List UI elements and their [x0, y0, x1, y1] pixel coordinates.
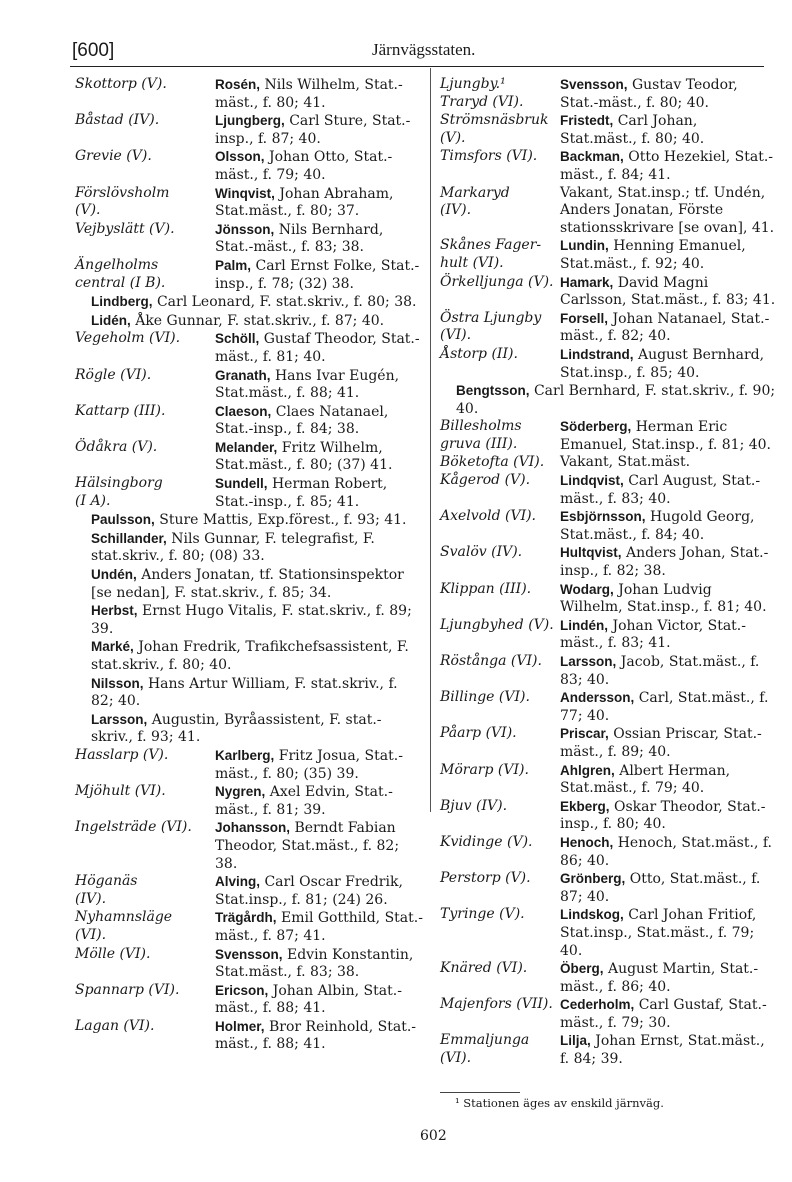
station-entry — [75, 185, 423, 221]
staff-details: Carl Bernhard, F. stat.skriv., f. 90; 40. — [456, 383, 776, 417]
staff-details: Carl Johan, Stat.mäst., f. 80; 40. — [560, 113, 705, 147]
staff-record — [211, 475, 423, 511]
surname: Svensson, — [215, 946, 283, 962]
station-entry — [440, 653, 777, 689]
staff-record — [211, 747, 423, 783]
staff-details: Carl Sture, Stat.-insp., f. 87; 40. — [215, 113, 411, 147]
surname: Lidén, — [91, 312, 131, 328]
surname: Fristedt, — [560, 113, 614, 129]
staff-details: Johan Albin, Stat.-mäst., f. 88; 41. — [215, 982, 402, 1017]
station-name: Mjöhult (VI). — [75, 783, 166, 800]
station-name: Förslövsholm (V). — [75, 184, 170, 219]
station-entry — [440, 274, 777, 310]
staff-details: Ernst Hugo Vitalis, F. stat.skriv., f. 89; 39. — [91, 603, 412, 637]
surname: Grönberg, — [560, 871, 626, 887]
header-rule — [70, 66, 764, 67]
staff-record — [211, 439, 423, 475]
station-entry — [75, 982, 423, 1018]
station-name: Ingelsträde (VI). — [75, 819, 192, 836]
staff-record — [211, 185, 423, 221]
surname: Lindén, — [560, 617, 608, 633]
station-entry — [75, 403, 423, 439]
surname: Larsson, — [91, 711, 148, 727]
right-column — [440, 76, 777, 1069]
station-entry — [75, 257, 423, 293]
staff-details: Sture Mattis, Exp.förest., f. 93; 41. — [159, 512, 407, 529]
station-entry — [440, 382, 777, 418]
station-entry — [440, 148, 777, 184]
surname: Schillander, — [91, 530, 167, 546]
station-name: Ljungbyhed (V). — [440, 616, 554, 633]
staff-record — [211, 76, 423, 112]
surname: Paulsson, — [91, 512, 155, 528]
surname: Olsson, — [215, 149, 265, 165]
station-entry — [440, 1032, 777, 1068]
surname: Claeson, — [215, 403, 272, 419]
staff-record — [211, 873, 423, 909]
staff-record — [556, 472, 777, 508]
station-entry — [440, 762, 777, 798]
surname: Andersson, — [560, 690, 635, 706]
staff-details: Carl, Stat.mäst., f. 77; 40. — [560, 690, 769, 724]
station-name: Klippan (III). — [440, 580, 532, 597]
staff-record — [556, 689, 777, 725]
station-name: Påarp (VI). — [440, 725, 517, 742]
staff-record — [211, 330, 423, 366]
staff-details: Hans Ivar Eugén, Stat.mäst., f. 88; 41. — [215, 367, 400, 402]
station-entry — [440, 617, 777, 653]
station-entry — [75, 638, 423, 674]
footnote-rule — [440, 1092, 520, 1093]
staff-details: Herman Robert, Stat.-insp., f. 85; 41. — [215, 476, 388, 510]
staff-record — [556, 76, 777, 112]
station-entry — [75, 148, 423, 184]
staff-details: Johan Abraham, Stat.mäst., f. 80; 37. — [215, 185, 394, 220]
station-entry — [75, 112, 423, 148]
staff-record — [211, 783, 423, 819]
station-name: Bjuv (IV). — [440, 797, 508, 814]
staff-record — [211, 148, 423, 184]
station-entry — [440, 112, 777, 148]
station-entry — [440, 472, 777, 508]
station-name: Ljungby.¹ Traryd (VI). — [440, 76, 524, 110]
staff-details: Carl Leonard, F. stat.skriv., f. 80; 38. — [156, 294, 417, 311]
station-entry — [75, 819, 423, 873]
surname: Undén, — [91, 567, 137, 583]
staff-details: August Martin, Stat.-mäst., f. 86; 40. — [560, 961, 759, 995]
staff-record — [556, 617, 777, 653]
staff-record — [556, 508, 777, 544]
station-entry — [75, 439, 423, 475]
staff-record — [211, 909, 423, 945]
staff-details: Bror Reinhold, Stat.-mäst., f. 88; 41. — [215, 1018, 417, 1053]
staff-record — [556, 185, 777, 238]
staff-details: Albert Herman, Stat.mäst., f. 79; 40. — [560, 762, 731, 797]
station-name: Hälsingborg (I A). — [75, 475, 163, 509]
staff-record — [87, 675, 423, 711]
staff-details: Hans Artur William, F. stat.skriv., f. 82; 40. — [91, 675, 398, 710]
staff-details: Johan Ludvig Wilhelm, Stat.insp., f. 81; 40. — [560, 581, 767, 616]
station-name: Billinge (VI). — [440, 689, 530, 706]
staff-record — [556, 960, 777, 996]
staff-record — [87, 511, 423, 530]
staff-details: Anders Jonatan, tf. Stationsinspektor [se nedan], F. stat.skriv., f. 85; 34. — [91, 567, 404, 601]
surname: Lindskog, — [560, 907, 624, 923]
station-name: Tyringe (V). — [440, 906, 525, 923]
staff-details: Anders Johan, Stat.-insp., f. 82; 38. — [560, 545, 769, 580]
station-name: Svalöv (IV). — [440, 544, 523, 561]
staff-details: Fritz Josua, Stat.-mäst., f. 80; (35) 39. — [215, 747, 403, 782]
station-entry — [75, 602, 423, 638]
surname: Backman, — [560, 149, 624, 165]
staff-record — [87, 530, 423, 566]
surname: Ahlgren, — [560, 762, 615, 778]
surname: Palm, — [215, 257, 252, 273]
station-entry — [75, 367, 423, 403]
surname: Rosén, — [215, 77, 261, 92]
station-name: Båstad (IV). — [75, 112, 160, 129]
station-name: Mölle (VI). — [75, 945, 151, 962]
station-entry — [440, 76, 777, 112]
staff-record — [87, 711, 423, 747]
staff-record — [556, 762, 777, 798]
staff-record — [556, 870, 777, 906]
surname: Söderberg, — [560, 419, 632, 435]
surname: Schöll, — [215, 331, 260, 347]
staff-details: Nils Gunnar, F. telegrafist, F. stat.skriv., f. 80; (08) 33. — [91, 530, 375, 565]
surname: Hamark, — [560, 274, 614, 290]
surname: Melander, — [215, 439, 278, 455]
station-entry — [440, 346, 777, 382]
station-name: Rögle (VI). — [75, 366, 152, 383]
surname: Ekberg, — [560, 798, 610, 814]
station-name: Kattarp (III). — [75, 402, 166, 419]
surname: Lindqvist, — [560, 473, 624, 489]
staff-details: Edvin Konstantin, Stat.mäst., f. 83; 38. — [215, 946, 414, 981]
station-entry — [440, 185, 777, 238]
station-name: Vejbyslätt (V). — [75, 220, 175, 237]
station-entry — [440, 508, 777, 544]
staff-details: Johan Victor, Stat.-mäst., f. 83; 41. — [560, 617, 746, 652]
station-name: Spannarp (VI). — [75, 981, 180, 998]
station-entry — [75, 312, 423, 331]
staff-record — [556, 112, 777, 148]
staff-record — [211, 982, 423, 1018]
station-entry — [440, 906, 777, 960]
station-name: Strömsnäsbruk (V). — [440, 112, 549, 146]
staff-details: Axel Edvin, Stat.-mäst., f. 81; 39. — [215, 784, 393, 818]
station-entry — [75, 909, 423, 945]
staff-record — [211, 367, 423, 403]
station-entry — [75, 946, 423, 982]
staff-record — [556, 274, 777, 310]
surname: Nilsson, — [91, 675, 144, 691]
staff-details: Hugold Georg, Stat.mäst., f. 84; 40. — [560, 509, 755, 543]
staff-record — [211, 257, 423, 293]
running-title: Järnvägsstaten. — [372, 40, 476, 59]
staff-details: Claes Natanael, Stat.-insp., f. 84; 38. — [215, 403, 389, 438]
staff-details: Nils Bernhard, Stat.-mäst., f. 83; 38. — [215, 221, 384, 256]
surname: Winqvist, — [215, 185, 275, 201]
staff-details: Otto Hezekiel, Stat.-mäst., f. 84; 41. — [560, 149, 774, 183]
staff-record — [211, 1018, 423, 1054]
staff-details: Fritz Wilhelm, Stat.mäst., f. 80; (37) 41. — [215, 439, 393, 474]
staff-record — [556, 310, 777, 346]
surname: Ericson, — [215, 982, 269, 998]
station-entry — [75, 511, 423, 530]
station-entry — [75, 293, 423, 312]
surname: Larsson, — [560, 654, 617, 669]
staff-record — [556, 346, 777, 382]
station-entry — [75, 675, 423, 711]
station-name: Mörarp (VI). — [440, 761, 529, 778]
station-name: Perstorp (V). — [440, 870, 531, 887]
station-name: Röstånga (VI). — [440, 653, 542, 669]
station-name: Ödåkra (V). — [75, 438, 158, 455]
station-entry — [75, 566, 423, 602]
surname: Wodarg, — [560, 581, 614, 597]
station-entry — [440, 960, 777, 996]
staff-details: Augustin, Byråassistent, F. stat.-skriv., f. 93; 41. — [91, 711, 382, 746]
surname: Alving, — [215, 874, 261, 890]
station-entry — [440, 581, 777, 617]
staff-record — [556, 1032, 777, 1068]
station-entry — [75, 711, 423, 747]
staff-details: Carl Ernst Folke, Stat.-insp., f. 78; (32) 38. — [215, 257, 420, 292]
staff-record — [87, 293, 423, 312]
staff-details: Johan Fredrik, Trafikchefsassistent, F. stat.skriv., f. 80; 40. — [91, 639, 409, 673]
station-entry — [75, 1018, 423, 1054]
staff-record — [87, 312, 423, 331]
staff-details: Carl August, Stat.-mäst., f. 83; 40. — [560, 473, 761, 507]
surname: Cederholm, — [560, 997, 635, 1013]
station-entry — [440, 237, 777, 273]
surname: Marké, — [91, 639, 134, 655]
staff-record — [211, 221, 423, 257]
staff-details: Oskar Theodor, Stat.-insp., f. 80; 40. — [560, 798, 766, 833]
staff-record — [87, 638, 423, 674]
column-divider — [430, 68, 431, 812]
surname: Hultqvist, — [560, 545, 622, 561]
staff-details: Åke Gunnar, F. stat.skriv., f. 87; 40. — [135, 312, 385, 329]
staff-record — [556, 148, 777, 184]
station-entry — [75, 783, 423, 819]
staff-details: Carl Johan Fritiof, Stat.insp., Stat.mäst., f. 79; 40. — [560, 907, 757, 959]
staff-record — [556, 581, 777, 617]
page-number-footer: 602 — [420, 1128, 447, 1144]
staff-record — [556, 906, 777, 960]
station-name: Axelvold (VI). — [440, 508, 537, 525]
staff-details: Johan Natanael, Stat.-mäst., f. 82; 40. — [560, 310, 770, 345]
staff-details: Otto, Stat.mäst., f. 87; 40. — [560, 871, 761, 905]
footnote: ¹ Stationen äges av enskild järnväg. — [455, 1096, 664, 1110]
staff-details: Henoch, Stat.mäst., f. 86; 40. — [560, 834, 772, 869]
staff-details: Gustav Teodor, Stat.-mäst., f. 80; 40. — [560, 77, 738, 111]
station-name: Höganäs (IV). — [75, 873, 138, 907]
station-entry — [440, 996, 777, 1032]
station-name: Skottorp (V). — [75, 76, 167, 92]
staff-record — [556, 418, 777, 454]
station-entry — [75, 76, 423, 112]
station-entry — [440, 544, 777, 580]
staff-record — [556, 798, 777, 834]
staff-record — [556, 725, 777, 761]
staff-details: David Magni Carlsson, Stat.mäst., f. 83; 41. — [560, 274, 776, 309]
station-name: Ängelholms central (I B). — [75, 256, 166, 291]
page-number-bracketed: [600] — [72, 40, 115, 61]
surname: Holmer, — [215, 1018, 265, 1034]
station-entry — [440, 689, 777, 725]
station-name: Lagan (VI). — [75, 1017, 155, 1034]
station-name: Vegeholm (VI). — [75, 330, 181, 347]
station-entry — [440, 725, 777, 761]
station-entry — [440, 454, 777, 472]
staff-details: Berndt Fabian Theodor, Stat.mäst., f. 82; 38. — [215, 820, 400, 872]
surname: Bengtsson, — [456, 383, 530, 399]
staff-record — [211, 946, 423, 982]
staff-details: Johan Ernst, Stat.mäst., f. 84; 39. — [560, 1033, 765, 1068]
staff-record — [452, 382, 777, 418]
station-entry — [440, 798, 777, 834]
staff-record — [556, 454, 777, 472]
station-name: Knäred (VI). — [440, 960, 528, 977]
staff-details: Emil Gotthild, Stat.-mäst., f. 87; 41. — [215, 910, 423, 944]
station-entry — [75, 747, 423, 783]
station-name: Majenfors (VII). — [440, 996, 553, 1013]
station-name: Böketofta (VI). — [440, 454, 545, 471]
station-entry — [75, 330, 423, 366]
surname: Trägårdh, — [215, 910, 277, 926]
surname: Sundell, — [215, 476, 268, 492]
station-name: Timsfors (VI). — [440, 148, 538, 165]
surname: Priscar, — [560, 726, 609, 742]
staff-details: Carl Oscar Fredrik, Stat.insp., f. 81; (24) 26. — [215, 874, 403, 908]
station-name: Markaryd (IV). — [440, 184, 510, 219]
surname: Esbjörnsson, — [560, 509, 646, 525]
station-entry — [75, 530, 423, 566]
station-name: Emmaljunga (VI). — [440, 1032, 530, 1067]
staff-record — [211, 403, 423, 439]
surname: Lilja, — [560, 1033, 591, 1049]
surname: Svensson, — [560, 77, 628, 92]
surname: Jönsson, — [215, 221, 275, 237]
staff-details: Gustaf Theodor, Stat.-mäst., f. 81; 40. — [215, 331, 420, 365]
staff-record — [211, 112, 423, 148]
surname: Nygren, — [215, 784, 266, 800]
surname: Lundin, — [560, 238, 609, 254]
station-entry — [75, 475, 423, 511]
station-name: Skånes Fager- hult (VI). — [440, 237, 542, 271]
station-name: Kågerod (V). — [440, 472, 531, 489]
surname: Karlberg, — [215, 747, 275, 763]
staff-details: Vakant, Stat.mäst. — [560, 454, 691, 471]
staff-record — [556, 834, 777, 870]
surname: Henoch, — [560, 834, 614, 850]
staff-details: Nils Wilhelm, Stat.-mäst., f. 80; 41. — [215, 77, 403, 111]
staff-details: Jacob, Stat.mäst., f. 83; 40. — [560, 654, 760, 688]
staff-details: Johan Otto, Stat.-mäst., f. 79; 40. — [215, 149, 393, 183]
staff-record — [556, 653, 777, 689]
staff-record — [211, 819, 423, 873]
staff-details: Herman Eric Emanuel, Stat.insp., f. 81; 40. — [560, 419, 771, 453]
station-entry — [440, 418, 777, 454]
staff-details: Carl Gustaf, Stat.-mäst., f. 79; 30. — [560, 997, 767, 1031]
station-name: Nyhamnsläge (VI). — [75, 909, 173, 943]
surname: Ljungberg, — [215, 113, 285, 129]
staff-details: Vakant, Stat.insp.; tf. Undén, Anders Jonatan, Förste stationsskrivare [se ovan], 41. — [560, 184, 775, 236]
surname: Lindstrand, — [560, 346, 634, 362]
station-entry — [75, 221, 423, 257]
staff-record — [87, 566, 423, 602]
surname: Forsell, — [560, 310, 609, 326]
station-name: Åstorp (II). — [440, 345, 518, 362]
surname: Öberg, — [560, 961, 604, 977]
surname: Granath, — [215, 367, 271, 383]
staff-record — [556, 237, 777, 273]
staff-details: Henning Emanuel, Stat.mäst., f. 92; 40. — [560, 238, 746, 272]
left-column — [75, 76, 423, 1054]
surname: Johansson, — [215, 820, 291, 836]
station-name: Hasslarp (V). — [75, 746, 169, 763]
station-entry — [440, 310, 777, 346]
staff-record — [556, 544, 777, 580]
staff-record — [87, 602, 423, 638]
station-entry — [75, 873, 423, 909]
station-name: Billesholms gruva (III). — [440, 418, 522, 452]
surname: Herbst, — [91, 603, 138, 619]
station-name: Grevie (V). — [75, 148, 152, 165]
staff-record — [556, 996, 777, 1032]
station-entry — [440, 870, 777, 906]
staff-details: Ossian Priscar, Stat.-mäst., f. 89; 40. — [560, 726, 762, 760]
station-name: Östra Ljungby (VI). — [440, 309, 542, 344]
station-name: Örkelljunga (V). — [440, 273, 554, 290]
station-name: Kvidinge (V). — [440, 833, 533, 850]
station-entry — [440, 834, 777, 870]
staff-details: August Bernhard, Stat.insp., f. 85; 40. — [560, 346, 765, 381]
surname: Lindberg, — [91, 294, 153, 310]
